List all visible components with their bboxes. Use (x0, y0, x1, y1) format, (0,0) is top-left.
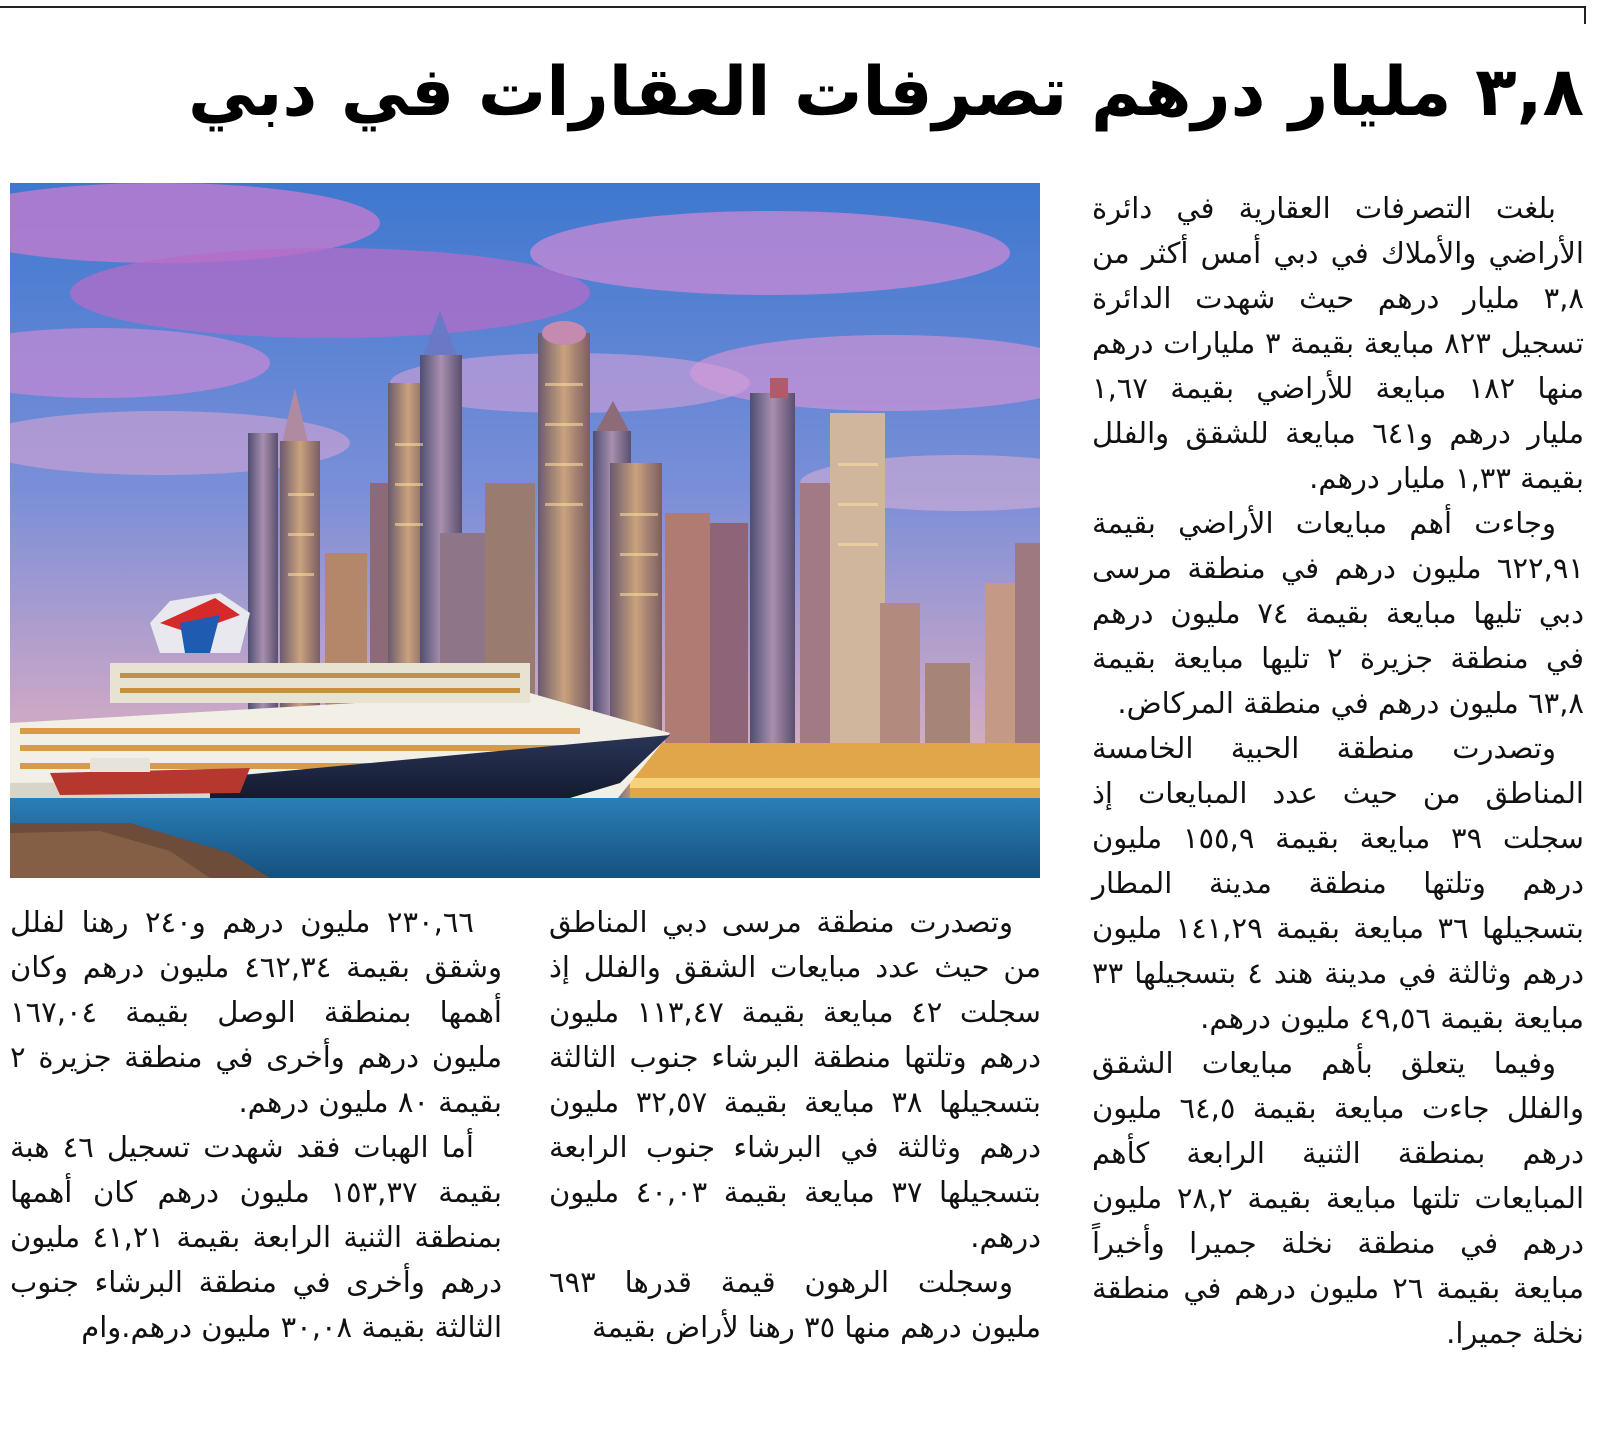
paragraph: بلغت التصرفات العقارية في دائرة الأراضي والأملاك في دبي أمس أكثر من ٣,٨ مليار درهم حيث شهدت الدائرة تسجيل ٨٢٣ مبايعة بقيمة ٣ مليارات درهم منها ١٨٢ مبايعة للأراضي بقيمة ١,٦٧ مليار درهم و٦٤١ مبايعة للشقق والفلل بقيمة ١,٣٣ مليار درهم. (1092, 191, 1584, 495)
top-rule (0, 6, 1586, 8)
article-column-right (1092, 186, 1584, 1376)
page-title: ٣,٨ مليار درهم تصرفات العقارات في دبي (188, 53, 1584, 132)
paragraph: وفيما يتعلق بأهم مبايعات الشقق والفلل جاءت مبايعة بقيمة ٦٤,٥ مليون درهم بمنطقة الثنية الرابعة كأهم المبايعات تلتها مبايعة بقيمة ٢٨,٢ مليون درهم في منطقة نخلة جميرا وأخيراً مبايعة بقيمة ٢٦ مليون درهم في منطقة نخلة جميرا. (1092, 1046, 1584, 1350)
dubai-skyline-image (10, 183, 1040, 878)
article-column-middle (549, 900, 1041, 1350)
paragraph: أما الهبات فقد شهدت تسجيل ٤٦ هبة بقيمة ١٥٣,٣٧ مليون درهم كان أهمها بمنطقة الثنية الرابعة بقيمة ٤١,٢١ مليون درهم وأخرى في منطقة البرشاء جنوب الثالثة بقيمة ٣٠,٠٨ مليون درهم.وام (10, 1130, 502, 1344)
paragraph: وسجلت الرهون قيمة قدرها ٦٩٣ مليون درهم منها ٣٥ رهنا لأراض بقيمة (549, 1265, 1041, 1344)
article-column-left (10, 900, 502, 1350)
top-rule-tick (1584, 6, 1586, 24)
paragraph: وجاءت أهم مبايعات الأراضي بقيمة ٦٢٢,٩١ مليون درهم في منطقة مرسى دبي تليها مبايعة بقيمة ٧٤ مليون درهم في منطقة جزيرة ٢ تليها مبايعة بقيمة ٦٣,٨ مليون درهم في منطقة المركاض. (1092, 506, 1584, 720)
paragraph: وتصدرت منطقة مرسى دبي المناطق من حيث عدد مبايعات الشقق والفلل إذ سجلت ٤٢ مبايعة بقيمة ١١٣,٤٧ مليون درهم وتلتها منطقة البرشاء جنوب الثالثة بتسجيلها ٣٨ مبايعة بقيمة ٣٢,٥٧ مليون درهم وثالثة في البرشاء جنوب الرابعة بتسجيلها ٣٧ مبايعة بقيمة ٤٠,٠٣ مليون درهم. (549, 905, 1041, 1254)
paragraph: وتصدرت منطقة الحبية الخامسة المناطق من حيث عدد المبايعات إذ سجلت ٣٩ مبايعة بقيمة ١٥٥,٩ مليون درهم وتلتها منطقة مدينة المطار بتسجيلها ٣٦ مبايعة بقيمة ١٤١,٢٩ مليون درهم وثالثة في مدينة هند ٤ بتسجيلها ٣٣ مبايعة بقيمة ٤٩,٥٦ مليون درهم. (1092, 731, 1585, 1035)
article-photo (10, 183, 1040, 878)
paragraph: ٢٣٠,٦٦ مليون درهم و٢٤٠ رهنا لفلل وشقق بقيمة ٤٦٢,٣٤ مليون درهم وكان أهمها بمنطقة الوصل بقيمة ١٦٧,٠٤ مليون درهم وأخرى في منطقة جزيرة ٢ بقيمة ٨٠ مليون درهم. (10, 905, 502, 1119)
